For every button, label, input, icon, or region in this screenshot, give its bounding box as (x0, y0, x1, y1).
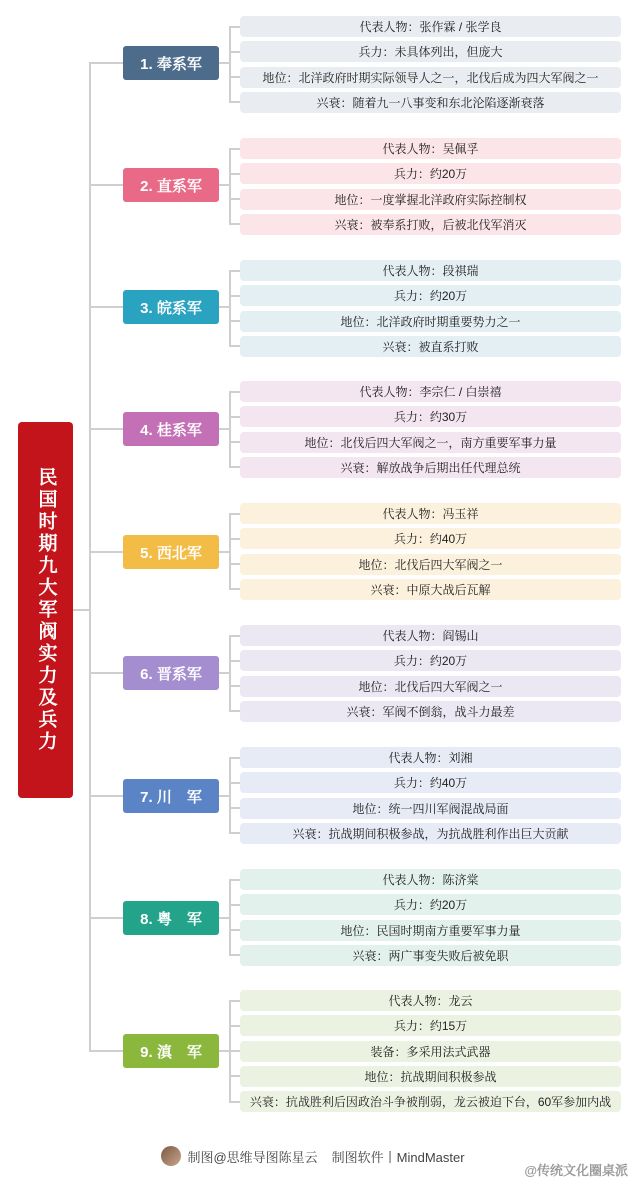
category-connector (219, 428, 230, 430)
leaf-item[interactable]: 代表人物：段祺瑞 (240, 260, 621, 281)
leaf-connector (229, 148, 240, 150)
leaf-connector (229, 1025, 240, 1027)
leaf-connector (229, 513, 240, 515)
leaf-connector (229, 101, 240, 103)
leaf-item[interactable]: 兴衰：解放战争后期出任代理总统 (240, 457, 621, 478)
leaf-item[interactable]: 代表人物：龙云 (240, 990, 621, 1011)
sub-spine (229, 271, 231, 347)
category-6[interactable]: 6. 晋系军 (123, 656, 219, 690)
sub-spine (229, 27, 231, 103)
branch-line (89, 428, 123, 430)
root-title: 民国时期九大军阀实力及兵力 (35, 467, 57, 753)
leaf-connector (229, 832, 240, 834)
category-1[interactable]: 1. 奉系军 (123, 46, 219, 80)
leaf-item[interactable]: 地位：民国时期南方重要军事力量 (240, 920, 621, 941)
leaf-connector (229, 198, 240, 200)
root-topic[interactable] (18, 422, 73, 798)
leaf-item[interactable]: 地位：北伐后四大军阀之一，南方重要军事力量 (240, 432, 621, 453)
leaf-connector (229, 635, 240, 637)
leaf-connector (229, 929, 240, 931)
leaf-item[interactable]: 地位：北伐后四大军阀之一 (240, 554, 621, 575)
leaf-connector (229, 466, 240, 468)
leaf-item[interactable]: 兵力：约20万 (240, 894, 621, 915)
leaf-item[interactable]: 地位：抗战期间积极参战 (240, 1066, 621, 1087)
leaf-connector (229, 295, 240, 297)
leaf-item[interactable]: 代表人物：冯玉祥 (240, 503, 621, 524)
leaf-connector (229, 76, 240, 78)
category-7[interactable]: 7. 川 军 (123, 779, 219, 813)
leaf-item[interactable]: 兵力：约40万 (240, 772, 621, 793)
category-2[interactable]: 2. 直系军 (123, 168, 219, 202)
category-4[interactable]: 4. 桂系军 (123, 412, 219, 446)
branch-line (89, 551, 123, 553)
sub-spine (229, 149, 231, 225)
category-3[interactable]: 3. 皖系军 (123, 290, 219, 324)
footer-author: 制图@思维导图陈星云 (187, 1149, 318, 1165)
leaf-connector (229, 538, 240, 540)
leaf-connector (229, 416, 240, 418)
leaf-connector (229, 320, 240, 322)
leaf-connector (229, 391, 240, 393)
branch-line (89, 62, 123, 64)
leaf-connector (229, 660, 240, 662)
leaf-item[interactable]: 兴衰：军阀不倒翁，战斗力最差 (240, 701, 621, 722)
leaf-connector (229, 563, 240, 565)
leaf-item[interactable]: 兴衰：被奉系打败，后被北伐军消灭 (240, 214, 621, 235)
leaf-connector (229, 441, 240, 443)
branch-line (89, 672, 123, 674)
leaf-item[interactable]: 兵力：约30万 (240, 406, 621, 427)
leaf-connector (229, 223, 240, 225)
category-9[interactable]: 9. 滇 军 (123, 1034, 219, 1068)
leaf-connector (229, 270, 240, 272)
leaf-item[interactable]: 地位：北伐后四大军阀之一 (240, 676, 621, 697)
leaf-connector (229, 782, 240, 784)
leaf-item[interactable]: 地位：一度掌握北洋政府实际控制权 (240, 189, 621, 210)
leaf-connector (229, 710, 240, 712)
leaf-connector (229, 904, 240, 906)
category-connector (219, 551, 230, 553)
leaf-item[interactable]: 地位：统一四川军阀混战局面 (240, 798, 621, 819)
leaf-connector (229, 588, 240, 590)
leaf-connector (229, 345, 240, 347)
branch-line (89, 184, 123, 186)
leaf-item[interactable]: 兵力：约20万 (240, 285, 621, 306)
category-connector (219, 306, 230, 308)
author-avatar (161, 1146, 181, 1166)
leaf-item[interactable]: 代表人物：张作霖 / 张学良 (240, 16, 621, 37)
category-connector (219, 795, 230, 797)
leaf-item[interactable]: 兴衰：抗战胜利后因政治斗争被削弱，龙云被迫下台，60军参加内战 (240, 1091, 621, 1112)
leaf-item[interactable]: 兴衰：两广事变失败后被免职 (240, 945, 621, 966)
branch-line (89, 306, 123, 308)
leaf-item[interactable]: 兵力：约20万 (240, 650, 621, 671)
leaf-item[interactable]: 装备：多采用法式武器 (240, 1041, 621, 1062)
leaf-item[interactable]: 兴衰：被直系打败 (240, 336, 621, 357)
branch-line (89, 917, 123, 919)
branch-line (89, 1050, 123, 1052)
category-connector (219, 184, 230, 186)
leaf-item[interactable]: 代表人物：吴佩孚 (240, 138, 621, 159)
leaf-item[interactable]: 代表人物：李宗仁 / 白崇禧 (240, 381, 621, 402)
leaf-item[interactable]: 地位：北洋政府时期实际领导人之一，北伐后成为四大军阀之一 (240, 67, 621, 88)
leaf-item[interactable]: 代表人物：阎锡山 (240, 625, 621, 646)
category-connector (219, 917, 230, 919)
leaf-connector (229, 1050, 240, 1052)
leaf-item[interactable]: 兴衰：随着九一八事变和东北沦陷逐渐衰落 (240, 92, 621, 113)
root-connector (73, 609, 90, 611)
leaf-connector (229, 26, 240, 28)
category-8[interactable]: 8. 粤 军 (123, 901, 219, 935)
leaf-item[interactable]: 代表人物：陈济棠 (240, 869, 621, 890)
branch-line (89, 795, 123, 797)
corner-watermark: @传统文化圈桌派 (524, 1163, 628, 1178)
category-connector (219, 672, 230, 674)
leaf-connector (229, 954, 240, 956)
leaf-connector (229, 879, 240, 881)
leaf-item[interactable]: 兴衰：中原大战后瓦解 (240, 579, 621, 600)
footer-software: 制图软件丨MindMaster (331, 1149, 465, 1165)
leaf-connector (229, 51, 240, 53)
leaf-item[interactable]: 兵力：约15万 (240, 1015, 621, 1036)
leaf-item[interactable]: 兵力：约40万 (240, 528, 621, 549)
leaf-item[interactable]: 兵力：约20万 (240, 163, 621, 184)
leaf-connector (229, 1101, 240, 1103)
leaf-item[interactable]: 地位：北洋政府时期重要势力之一 (240, 311, 621, 332)
leaf-connector (229, 685, 240, 687)
main-spine (89, 63, 91, 1051)
leaf-connector (229, 173, 240, 175)
leaf-connector (229, 1075, 240, 1077)
category-connector (219, 62, 230, 64)
leaf-item[interactable]: 兵力：未具体列出，但庞大 (240, 41, 621, 62)
leaf-connector (229, 807, 240, 809)
leaf-item[interactable]: 代表人物：刘湘 (240, 747, 621, 768)
leaf-connector (229, 757, 240, 759)
leaf-connector (229, 1000, 240, 1002)
leaf-item[interactable]: 兴衰：抗战期间积极参战，为抗战胜利作出巨大贡献 (240, 823, 621, 844)
category-5[interactable]: 5. 西北军 (123, 535, 219, 569)
